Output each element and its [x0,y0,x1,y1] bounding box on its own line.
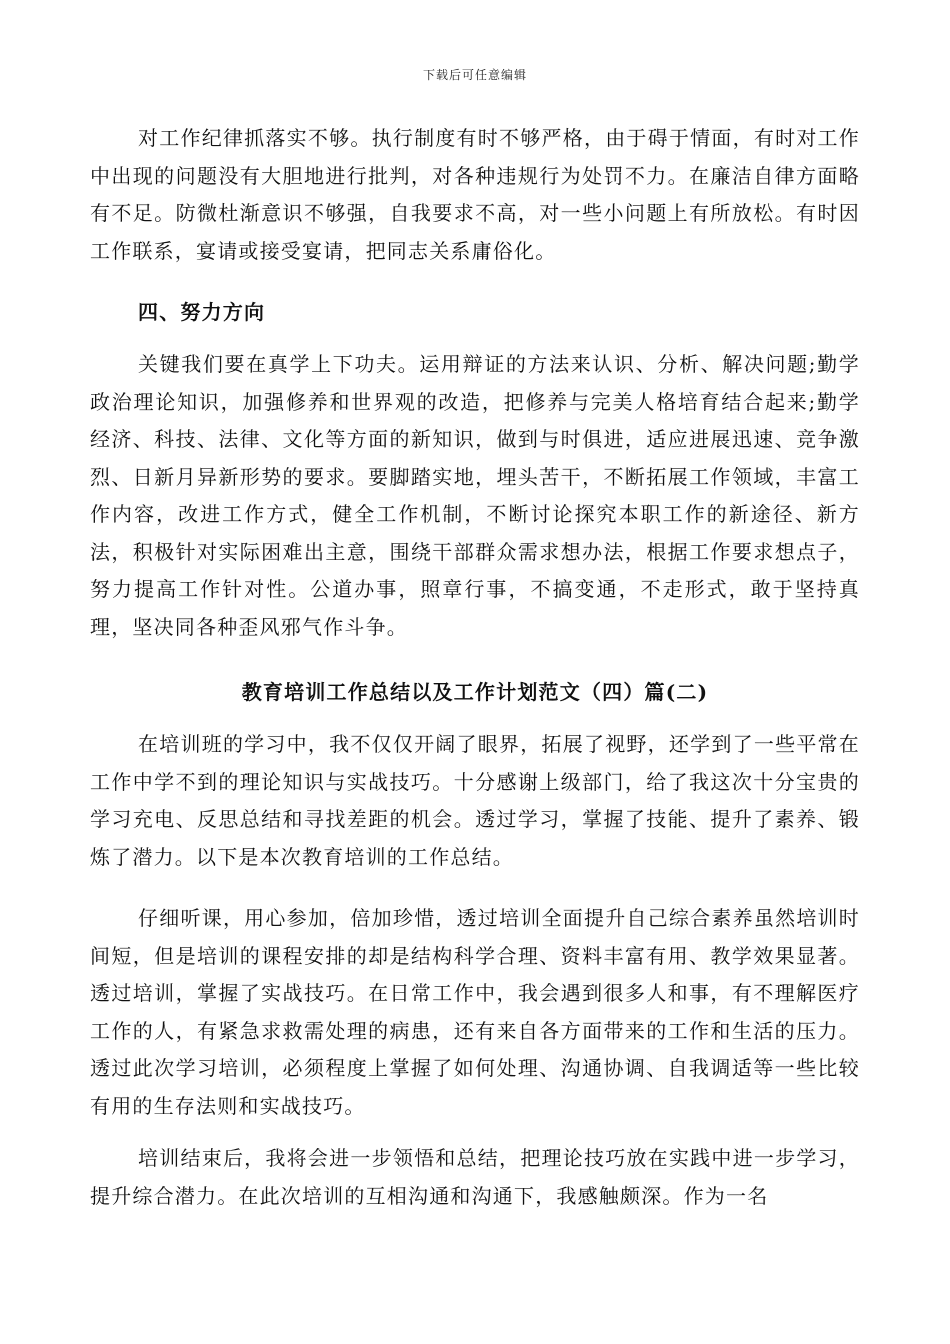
article-title: 教育培训工作总结以及工作计划范文（四）篇(二) [241,680,709,704]
paragraph-direction: 关键我们要在真学上下功夫。运用辩证的方法来认识、分析、解决问题;勤学政治理论知识，加强修养和世界观的改造，把修养与完美人格培育结合起来;勤学经济、科技、法律、文化等方面的新知识，做到与时俱进，适应进展迅速、竞争激烈、日新月异新形势的要求。要脚踏实地，埋头苦干，不断拓展工作领域，丰富工作内容，改进工作方式，健全工作机制，不断讨论探究本职工作的新途径、新方法，积极针对实际困难出主意，围绕干部群众需求想办法，根据工作要求想点子，努力提高工作针对性。公道办事，照章行事，不搞变通，不走形式，敢于坚持真理，坚决同各种歪风邪气作斗争。 [90,352,860,639]
section-heading-direction: 四、努力方向 [138,300,266,324]
paragraph-training-details: 仔细听课，用心参加，倍加珍惜，透过培训全面提升自己综合素养虽然培训时间短，但是培训的课程安排的却是结构科学合理、资料丰富有用、教学效果显著。透过培训，掌握了实战技巧。在日常工作中，我会遇到很多人和事，有不理解医疗工作的人，有紧急求救需处理的病患，还有来自各方面带来的工作和生活的压力。透过此次学习培训，必须程度上掌握了如何处理、沟通协调、自我调适等一些比较有用的生存法则和实战技巧。 [90,906,860,1118]
page-header: 下载后可任意编辑 [422,68,527,82]
paragraph-training-intro: 在培训班的学习中，我不仅仅开阔了眼界，拓展了视野，还学到了一些平常在工作中学不到的理论知识与实战技巧。十分感谢上级部门，给了我这次十分宝贵的学习充电、反思总结和寻找差距的机会。透过学习，掌握了技能、提升了素养、锻炼了潜力。以下是本次教育培训的工作总结。 [90,732,860,869]
paragraph-discipline: 对工作纪律抓落实不够。执行制度有时不够严格，由于碍于情面，有时对工作中出现的问题没有大胆地进行批判，对各种违规行为处罚不力。在廉洁自律方面略有不足。防微杜渐意识不够强，自我要求不高，对一些小问题上有所放松。有时因工作联系，宴请或接受宴请，把同志关系庸俗化。 [90,126,860,263]
paragraph-after-training: 培训结束后，我将会进一步领悟和总结，把理论技巧放在实践中进一步学习，提升综合潜力。在此次培训的互相沟通和沟通下，我感触颇深。作为一名 [90,1146,860,1208]
